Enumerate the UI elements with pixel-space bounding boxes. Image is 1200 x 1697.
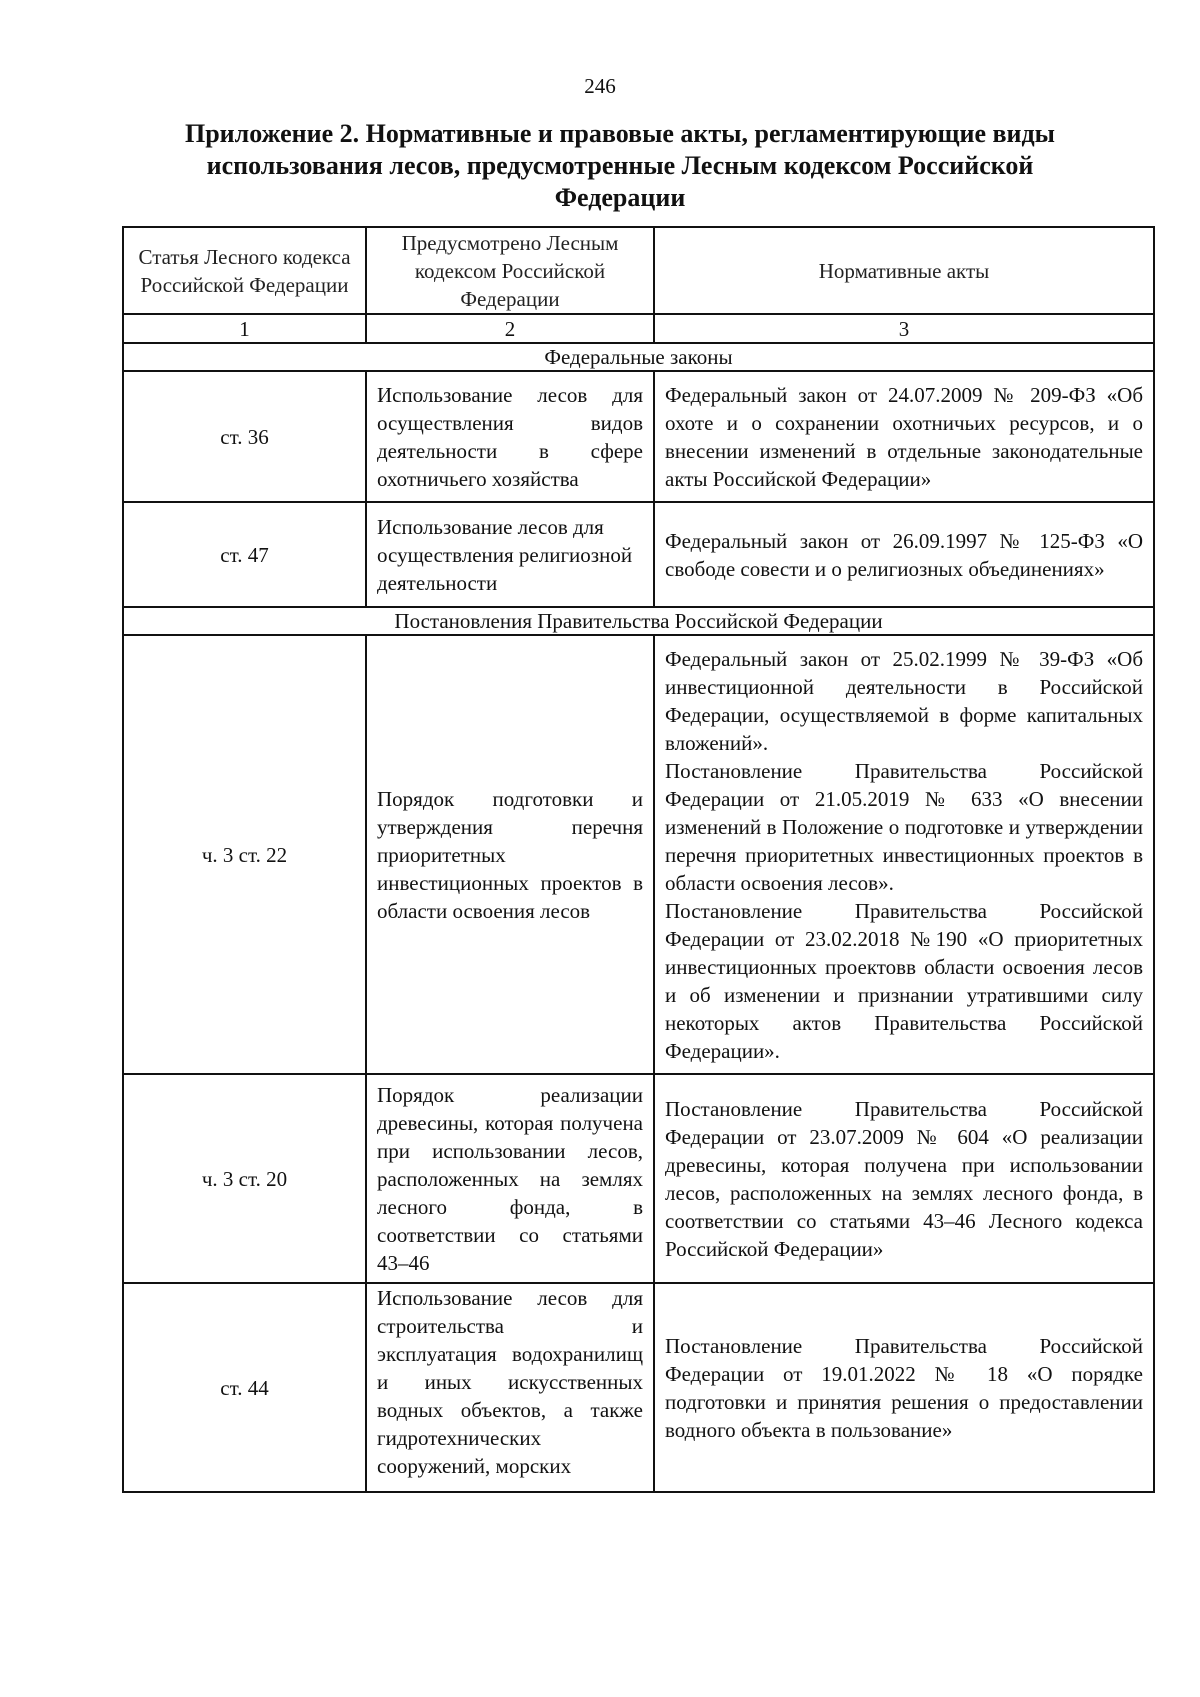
- title-line-2: использования лесов, предусмотренные Лесным кодексом Российской: [206, 151, 1034, 180]
- table-row: [123, 1283, 1154, 1492]
- title-line-1: Приложение 2. Нормативные и правовые акты, регламентирующие виды: [185, 119, 1055, 148]
- table-row: [123, 1074, 1154, 1283]
- section-title: Федеральные законы: [123, 343, 1154, 371]
- provision-cell: Использование лесов для строительства и эксплуатация водохранилищ и иных искусственных водных объектов, а также гидротехнических сооружений, морских: [366, 1283, 654, 1492]
- article-cell: ст. 44: [123, 1283, 366, 1492]
- article-cell: ст. 36: [123, 371, 366, 502]
- act-federal-law: Федеральный закон от 25.02.1999 № 39-ФЗ «Об инвестиционной деятельности в Российской Федерации, осуществляемой в форме капитальных вложений».: [665, 646, 1143, 755]
- provision-cell: Использование лесов для осуществления видов деятельности в сфере охотничьего хозяйства: [366, 371, 654, 502]
- document-title: [150, 118, 1090, 214]
- act-decree-633: Постановление Правительства Российской Федерации от 21.05.2019 № 633 «О внесении изменений в Положение о подготовке и утверждении перечня приоритетных инвестиционных проектов в области освоения лесов».: [665, 758, 1143, 895]
- regulatory-acts-table: [122, 226, 1155, 1493]
- act-cell: Постановление Правительства Российской Федерации от 19.01.2022 № 18 «О порядке подготовки и принятия решения о предоставлении водного объекта в пользование»: [654, 1283, 1154, 1492]
- column-number-2: 2: [366, 314, 654, 343]
- column-numbers-row: [123, 314, 1154, 343]
- provision-cell: Использование лесов для осуществления религиозной деятельности: [366, 502, 654, 607]
- column-number-3: 3: [654, 314, 1154, 343]
- article-cell: ч. 3 ст. 22: [123, 635, 366, 1074]
- header-acts: Нормативные акты: [654, 227, 1154, 314]
- act-cell: Федеральный закон от 26.09.1997 № 125-ФЗ «О свободе совести и о религиозных объединениях»: [654, 502, 1154, 607]
- page-number: 246: [584, 74, 616, 98]
- act-decree-190: Постановление Правительства Российской Федерации от 23.02.2018 №190 «О приоритетных инвестиционных проектовв области освоения лесов и об изменении и признании утратившими силу некоторых актов Правительства Российской Федерации».: [665, 898, 1143, 1063]
- table-row: [123, 371, 1154, 502]
- provision-cell: Порядок подготовки и утверждения перечня приоритетных инвестиционных проектов в области освоения лесов: [366, 635, 654, 1074]
- act-cell: Постановление Правительства Российской Федерации от 23.07.2009 № 604 «О реализации древесины, которая получена при использовании лесов, расположенных на землях лесного фонда, в соответствии со статьями 43–46 Лесного кодекса Российской Федерации»: [654, 1074, 1154, 1283]
- column-number-1: 1: [123, 314, 366, 343]
- header-provision: Предусмотрено Лесным кодексом Российской Федерации: [366, 227, 654, 314]
- article-cell: ч. 3 ст. 20: [123, 1074, 366, 1283]
- title-line-3: Федерации: [554, 183, 686, 212]
- table-row: [123, 635, 1154, 1074]
- table-row: [123, 502, 1154, 607]
- header-article: Статья Лесного кодекса Российской Федерации: [123, 227, 366, 314]
- act-cell: [654, 635, 1154, 1074]
- section-title: Постановления Правительства Российской Федерации: [123, 607, 1154, 635]
- section-federal-laws: [123, 343, 1154, 371]
- table-header-row: [123, 227, 1154, 314]
- article-cell: ст. 47: [123, 502, 366, 607]
- section-government-decrees: [123, 607, 1154, 635]
- act-cell: Федеральный закон от 24.07.2009 № 209-ФЗ «Об охоте и о сохранении охотничьих ресурсов, и о внесении изменений в отдельные законодательные акты Российской Федерации»: [654, 371, 1154, 502]
- provision-cell: Порядок реализации древесины, которая получена при использовании лесов, расположенных на землях лесного фонда, в соответствии со статьями 43–46: [366, 1074, 654, 1283]
